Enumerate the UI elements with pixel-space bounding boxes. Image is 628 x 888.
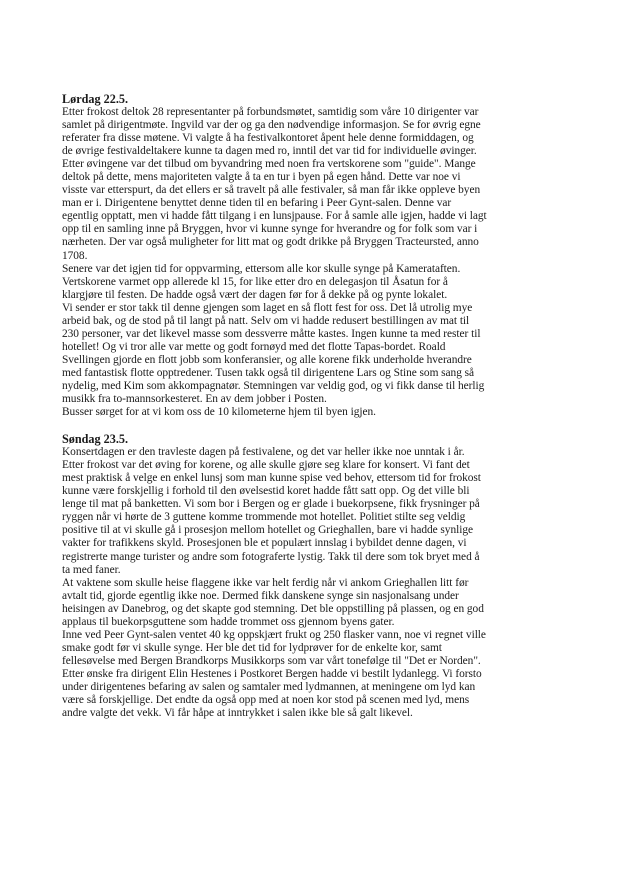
text-line: Etter øvingene var det tilbud om byvandring med noen fra vertskorene som "guide". Mange (62, 158, 476, 171)
text-line: klargjøre til festen. De hadde også vært der dagen før for å dekke på og pynte lokalet. (62, 288, 448, 301)
text-line: Etter frokost deltok 28 representanter på forbundsmøtet, samtidig som våre 10 dirigenter var (62, 106, 479, 118)
text-line: andre valgte det vekk. Vi får håpe at inntrykket i salen ikke ble så galt likevel. (62, 707, 413, 720)
text-line: Inne ved Peer Gynt-salen ventet 40 kg oppskjært frukt og 250 flasker vann, noe vi regnet ville (62, 628, 486, 641)
text-line: opp til en samling inne på Bryggen, hvor vi kunne synge for hverandre og for folk som var i (62, 223, 478, 236)
text-line: mest praktisk å velge en enkel lunsj som man kunne spise ved behov, ettersom tid for frokost (62, 472, 481, 485)
text-line: samlet på dirigentmøte. Ingvild var der og ga den nødvendige informasjon. Se for øvrig egne (62, 119, 481, 132)
text-line: deltok på dette, mens majoriteten valgte å ta en tur i byen på egen hånd. Dette var noe vi (62, 171, 461, 184)
text-line: de øvrige festivaldeltakere kunne ta dagen med ro, inntil det var tid for individuelle øvinger. (62, 145, 477, 158)
text-line: musikk fra to-mannsorkesteret. En av dem jobber i Posten. (62, 393, 327, 406)
text-line: nærheten. Der var også muligheter for litt mat og godt drikke på Bryggen Tracteursted, anno (62, 236, 479, 249)
text-line: 1708. (62, 249, 88, 262)
text-line: Busser sørget for at vi kom oss de 10 kilometerne hjem til byen igjen. (62, 406, 376, 419)
text-line: smake godt før vi skulle synge. Her ble det tid for lydprøver for de enkelte kor, samt (62, 641, 442, 654)
text-line: referater fra disse møtene. Vi valgte å ha festivalkontoret åpent hele denne formiddagen, og (62, 132, 474, 145)
section-heading: Søndag 23.5. (62, 432, 129, 447)
text-line: heisingen av Danebrog, og det skapte god stemning. Det ble oppstilling på plassen, og en god (62, 602, 484, 615)
text-line: være så forskjellige. Det endte da også opp med at noen kor stod på scenen med lyd, mens (62, 694, 470, 707)
text-line: lenge til mat på banketten. Vi som bor i Bergen og er glade i buekorpsene, fikk frysninger på (62, 498, 480, 511)
text-line: Vertskorene varmet opp allerede kl 15, for like etter dro en delegasjon til Åsatun for å (62, 275, 448, 288)
text-line: registrerte mange turister og andre som fotograferte lystig. Takk til dere som tok bryet med å (62, 550, 480, 563)
section-heading: Lørdag 22.5. (62, 92, 129, 106)
text-line: Svellingen gjorde en flott jobb som konferansier, og alle korene fikk underholde hverandre (62, 353, 472, 366)
text-line: egentlig opptatt, men vi hadde fått tilgang i en lunsjpause. For å samle alle igjen, hadde vi lagt (62, 210, 487, 223)
report-section (62, 432, 568, 720)
text-line: visste var etterspurt, da det ellers er så travelt på alle festivaler, så man får ikke oppleve byen (62, 184, 481, 197)
document-body (62, 92, 568, 720)
text-line: Vi sender er stor takk til denne gjengen som laget en så flott fest for oss. Det lå utrolig mye (62, 301, 473, 314)
text-line: ryggen når vi hørte de 3 guttene komme trommende mot hotellet. Politiet stilte seg veldig (62, 511, 466, 524)
text-line: 230 personer, var det likevel masse som dessverre måtte kastes. Ingen kunne ta med rester til (62, 327, 481, 340)
text-line: Etter frokost var det øving for korene, og alle skulle gjøre seg klare for konsert. Vi fant det (62, 459, 470, 472)
text-line: under dirigentenes befaring av salen og samtaler med lydmannen, at meningene om lyd kan (62, 680, 476, 693)
text-line: Senere var det igjen tid for oppvarming, ettersom alle kor skulle synge på Kamerataften. (62, 262, 461, 275)
text-line: Etter ønske fra dirigent Elin Hestenes i Postkoret Bergen hadde vi bestilt lydanlegg. Vi forsto (62, 667, 482, 680)
text-line: Konsertdagen er den travleste dagen på festivalene, og det var heller ikke noe unntak i år. (62, 446, 465, 459)
text-line: applaus til buekorpsguttene som hadde trommet oss gjennom byens gater. (62, 615, 395, 628)
report-section (62, 92, 568, 419)
text-line: fellesøvelse med Bergen Brandkorps Musikkorps som var vårt tonefølge til "Det er Norden". (62, 654, 481, 667)
text-line: avtalt tid, gjorde egentlig ikke noe. Dermed fikk danskene synge sin nasjonalsang under (62, 589, 459, 602)
text-line: At vaktene som skulle heise flaggene ikke var helt ferdig når vi ankom Grieghallen litt før (62, 576, 469, 589)
text-line: med fantastisk flotte opptredener. Tusen takk også til dirigentene Lars og Stine som sang så (62, 366, 475, 379)
text-line: man er i. Dirigentene benyttet denne tiden til en befaring i Peer Gynt-salen. Denne var (62, 197, 452, 210)
text-line: positive til at vi skulle gå i prosesjon mellom hotellet og Grieghallen, bare vi hadde synlige (62, 524, 473, 537)
text-line: ta med faner. (62, 563, 121, 576)
text-line: arbeid bak, og de stod på til langt på natt. Selv om vi hadde redusert bestillingen av mat til (62, 314, 470, 327)
text-line: nydelig, med Kim som akkompagnatør. Stemningen var veldig god, og vi fikk danse til herlig (62, 379, 485, 392)
text-line: hotellet! Og vi tror alle var mette og godt fornøyd med det flotte Tapas-bordet. Roald (62, 340, 446, 353)
text-line: vakter for trafikkens skyld. Prosesjonen ble et populært innslag i bybildet denne dagen, vi (62, 537, 467, 550)
text-line: kunne være forskjellig i forhold til den øvelsestid koret hadde fått satt opp. Og det ville bli (62, 485, 470, 498)
